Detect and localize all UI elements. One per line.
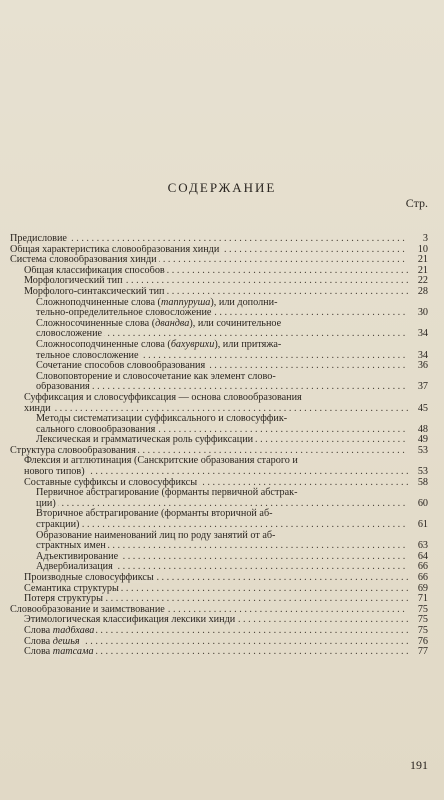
toc-page-number: 66	[417, 561, 428, 573]
toc-entry-text: словосложение	[36, 329, 103, 340]
toc-entry	[10, 319, 428, 330]
toc-entry-text: Лексическая и грамматическая роль суффиксации	[36, 435, 254, 446]
toc-page-number: 34	[417, 349, 428, 361]
toc-entry-text: Общая характеристика словообразования хинди	[10, 244, 220, 255]
toc-entry-text: Словообразование и заимствование	[10, 604, 165, 615]
toc-page-number: 53	[417, 466, 428, 478]
toc-page-number: 30	[417, 307, 428, 319]
toc-entry	[10, 298, 428, 309]
toc-entry-text: Морфолого-синтаксический тип	[24, 286, 165, 297]
toc-page-number: 21	[417, 264, 428, 276]
toc-entry-text: Суффиксация и словосуффиксация — основа словообразования	[24, 391, 302, 403]
toc-entry-text: Структура словообразования	[10, 445, 136, 456]
toc-page-number: 28	[417, 285, 428, 297]
toc-entry	[10, 393, 428, 404]
toc-entry-text: Вторичное абстрагирование (форманты вторичной аб-	[36, 508, 273, 520]
toc-page-number: 48	[417, 423, 428, 435]
toc-page-number: 64	[417, 550, 428, 562]
toc-entry	[10, 562, 428, 573]
toc-entry	[10, 456, 428, 467]
toc-entry-text: Морфологический тип	[24, 276, 123, 287]
page-number: 191	[410, 758, 428, 772]
page-column-label: Стр.	[405, 196, 428, 210]
toc-entry-text: Предисловие	[10, 234, 67, 244]
toc-entry	[10, 255, 428, 266]
toc-page-number: 71	[417, 593, 428, 605]
toc-entry-text: Этимологическая классификация лексики хинди	[24, 615, 236, 626]
toc-entry-text: Общая классификация способов	[24, 265, 165, 276]
toc-entry	[10, 584, 428, 595]
toc-page-number: 75	[417, 603, 428, 615]
toc-page-number: 69	[417, 582, 428, 594]
toc-entry-text: Сочетание способов словообразования	[36, 361, 206, 372]
toc-page-number: 21	[417, 254, 428, 266]
toc-entry-text: сального словообразования	[36, 424, 156, 435]
toc-entry	[10, 234, 428, 245]
toc-page-number: 77	[417, 646, 428, 658]
toc-entry-text: Словоповторение и словосочетание как элемент слово-	[36, 370, 276, 382]
toc-entry	[10, 637, 428, 648]
toc-entry	[10, 552, 428, 563]
toc-page-number: 37	[417, 381, 428, 393]
page-title: СОДЕРЖАНИЕ	[167, 180, 277, 195]
toc-page-number: 34	[417, 328, 428, 340]
toc-entry-continuation	[10, 351, 428, 362]
toc-entry	[10, 615, 428, 626]
toc-entry	[10, 573, 428, 584]
toc-entry	[10, 245, 428, 256]
toc-entry	[10, 266, 428, 277]
toc-entry	[10, 531, 428, 542]
toc-page-number: 53	[417, 444, 428, 456]
toc-entry-text: Сложносочиненные слова (двандва), или сочинительное	[36, 317, 282, 329]
toc-page-number: 36	[417, 360, 428, 372]
toc-page-number: 49	[417, 434, 428, 446]
toc-entry	[10, 372, 428, 383]
toc-entry	[10, 276, 428, 287]
toc-entry-text: образования	[36, 382, 90, 393]
toc-entry-text: Флексия и агглютинация (Санскритские образования старого и	[24, 455, 298, 467]
toc-entry-text: Составные суффиксы и словосуффиксы	[24, 477, 198, 488]
toc-page-number: 3	[422, 233, 428, 244]
toc-entry-text: Сложносоподчиненные слова (бахуврихи), или притяжа-	[36, 338, 282, 350]
toc-page-number: 63	[417, 540, 428, 552]
toc-entry-text: Образование наименований лиц по роду занятий от аб-	[36, 529, 276, 541]
toc-page-number: 45	[417, 402, 428, 414]
toc-page-number: 75	[417, 624, 428, 636]
toc-entry	[10, 647, 428, 658]
table-of-contents	[10, 234, 428, 658]
toc-entry-text: Семантика структуры	[24, 583, 119, 594]
toc-entry-text: нового типов)	[24, 467, 85, 478]
toc-entry-text: Сложноподчиненные слова (таппуруша), или дополни-	[36, 296, 278, 308]
toc-entry-text: стракции)	[36, 520, 80, 531]
toc-entry-text: страктных имен	[36, 541, 106, 552]
toc-entry	[10, 435, 428, 446]
toc-entry-text: тельное словосложение	[36, 350, 139, 361]
toc-entry-text: ции)	[36, 498, 56, 509]
toc-page-number: 66	[417, 572, 428, 583]
toc-entry	[10, 414, 428, 425]
toc-entry	[10, 605, 428, 616]
toc-entry	[10, 340, 428, 351]
toc-entry	[10, 509, 428, 520]
toc-page-number: 22	[417, 275, 428, 287]
toc-page-number: 75	[417, 614, 428, 626]
toc-entry-text: Производные словосуффиксы	[24, 573, 154, 583]
toc-entry-text: Слова дешья	[24, 636, 80, 647]
toc-entry-continuation	[10, 541, 428, 552]
toc-entry-text: хинди	[24, 403, 51, 414]
toc-entry-text: Слова тадбхава	[24, 625, 95, 636]
toc-entry-text: тельно-определительное словосложение	[36, 308, 212, 319]
toc-entry-continuation	[10, 425, 428, 436]
toc-entry	[10, 488, 428, 499]
toc-entry-text: Методы систематизации суффиксального и словосуффик-	[36, 413, 288, 425]
toc-entry-text: Слова татсама	[24, 647, 94, 658]
toc-page-number: 60	[417, 497, 428, 509]
toc-page-number: 10	[417, 243, 428, 255]
toc-entry-continuation	[10, 467, 428, 478]
toc-entry	[10, 594, 428, 605]
toc-entry-text: Потеря структуры	[24, 594, 103, 605]
toc-entry	[10, 626, 428, 637]
toc-entry-text: Система словообразования хинди	[10, 255, 157, 266]
toc-page-number: 61	[417, 519, 428, 531]
toc-entry	[10, 287, 428, 298]
toc-page-number: 58	[417, 476, 428, 488]
toc-entry-text: Первичное абстрагирование (форманты первичной абстрак-	[36, 487, 298, 499]
toc-page-number: 76	[417, 635, 428, 647]
toc-entry-text: Адъективирование	[36, 551, 119, 562]
toc-entry-text: Адвербиализация	[36, 562, 113, 573]
